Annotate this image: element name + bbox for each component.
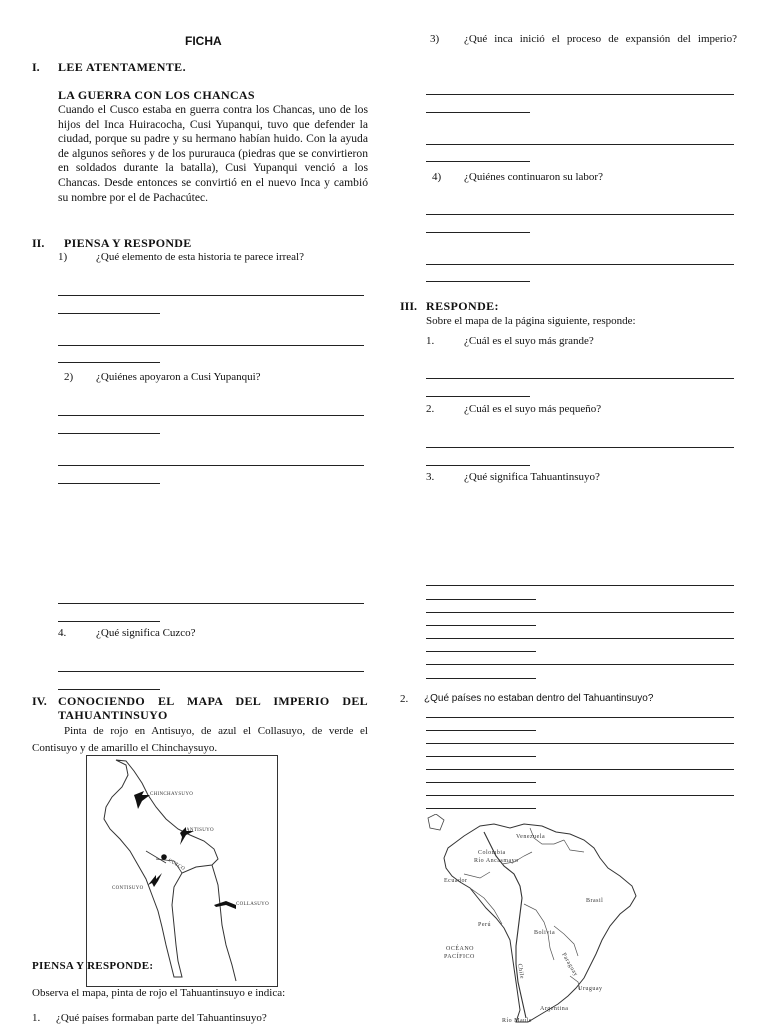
answer-line[interactable] [426, 281, 530, 282]
story-title: LA GUERRA CON LOS CHANCAS [58, 88, 255, 102]
label-rio-ancasmayo: Río Ancasmayo [474, 858, 519, 864]
question-3-text: ¿Qué inca inició el proceso de expansión del imperio? [464, 33, 737, 45]
answer-line[interactable] [426, 769, 734, 770]
section3-heading: RESPONDE: [426, 299, 499, 313]
question-3-number: 3) [430, 33, 440, 45]
answer-line[interactable] [426, 232, 530, 233]
answer-line[interactable] [58, 415, 364, 416]
page-title: FICHA [185, 34, 222, 48]
answer-line[interactable] [58, 621, 160, 622]
answer-line[interactable] [58, 433, 160, 434]
answer-line[interactable] [426, 795, 734, 796]
label-colombia: Colombia [478, 850, 506, 856]
label-rio-maule: Río Maule [502, 1018, 532, 1024]
answer-line[interactable] [426, 112, 530, 113]
answer-line[interactable] [58, 689, 160, 690]
label-cuzco: CUZCO [167, 858, 186, 872]
section1-heading: LEE ATENTAMENTE. [58, 60, 186, 74]
answer-line[interactable] [426, 396, 530, 397]
section3-intro: Sobre el mapa de la página siguiente, responde: [426, 315, 636, 327]
section2-numeral: II. [32, 236, 45, 250]
question-2-text: ¿Quiénes apoyaron a Cusi Yupanqui? [96, 371, 261, 383]
answer-line[interactable] [426, 730, 536, 731]
label-venezuela: Venezuela [516, 834, 546, 840]
answer-line[interactable] [426, 94, 734, 95]
label-peru: Perú [478, 922, 491, 928]
label-oceano: OCÉANO [446, 946, 474, 952]
label-contisuyo: CONTISUYO [112, 886, 144, 891]
answer-line[interactable] [426, 625, 536, 626]
label-collasuyo: COLLASUYO [236, 902, 269, 907]
answer-line[interactable] [426, 378, 734, 379]
answer-line[interactable] [426, 465, 530, 466]
answer-line[interactable] [426, 214, 734, 215]
label-argentina: Argentina [540, 1006, 569, 1012]
section1-numeral: I. [32, 60, 40, 74]
label-chinchaysuyo: CHINCHAYSUYO [150, 792, 194, 797]
answer-line[interactable] [426, 447, 734, 448]
question-iii2-text: ¿Cuál es el suyo más pequeño? [464, 403, 602, 415]
answer-line[interactable] [426, 585, 734, 586]
answer-line[interactable] [426, 678, 536, 679]
answer-line[interactable] [426, 161, 530, 162]
answer-line[interactable] [58, 465, 364, 466]
answer-line[interactable] [58, 362, 160, 363]
question-2-number: 2) [64, 371, 74, 383]
question-4-number: 4) [432, 171, 442, 183]
question-iv2-text: ¿Qué países no estaban dentro del Tahuantinsuyo? [424, 693, 654, 704]
question-cuzco-number: 4. [58, 627, 67, 639]
label-paraguay: Paraguay [560, 952, 579, 978]
answer-line[interactable] [426, 651, 536, 652]
story-text: Cuando el Cusco estaba en guerra contra los Chancas, uno de los hijos del Inca Huiracocha, Cusi Yupanqui, tuvo que defender la ciudad, porque su padre y su hermano habían huido. Con la ayuda de algunos señores y de los pururauca (piedras que se convirtieron en soldados durante la batalla), Cusi Yupanqui venció a los Chancas. Desde entonces se convirtió en el nuevo Inca y cambió su nombre por el de Pachacútec. [58, 103, 368, 204]
answer-line[interactable] [426, 264, 734, 265]
question-iii3-number: 3. [426, 471, 435, 483]
section4-heading-line1: CONOCIENDO EL MAPA DEL IMPERIO DEL [58, 694, 368, 708]
tahuantinsuyo-map [86, 755, 278, 987]
observe-instruction: Observa el mapa, pinta de rojo el Tahuantinsuyo e indica: [32, 987, 286, 999]
answer-line[interactable] [426, 144, 734, 145]
question-iii3-text: ¿Qué significa Tahuantinsuyo? [464, 471, 600, 483]
answer-line[interactable] [58, 483, 160, 484]
question-1-text: ¿Qué elemento de esta historia te parece irreal? [96, 251, 304, 263]
answer-line[interactable] [58, 295, 364, 296]
section4-numeral: IV. [32, 694, 47, 708]
answer-line[interactable] [426, 612, 734, 613]
answer-line[interactable] [426, 717, 734, 718]
answer-line[interactable] [58, 603, 364, 604]
question-iv1-number: 1. [32, 1012, 41, 1024]
answer-line[interactable] [58, 345, 364, 346]
label-pacifico: PACÍFICO [444, 954, 475, 960]
section4-instruction: Pinta de rojo en Antisuyo, de azul el Collasuyo, de verde el Contisuyo y de amarillo el Chinchaysuyo. [32, 725, 368, 754]
answer-line[interactable] [58, 671, 364, 672]
question-iv1-text: ¿Qué países formaban parte del Tahuantinsuyo? [56, 1012, 267, 1024]
answer-line[interactable] [426, 782, 536, 783]
label-uruguay: Uruguay [578, 986, 603, 992]
answer-line[interactable] [426, 664, 734, 665]
answer-line[interactable] [426, 638, 734, 639]
question-iii2-number: 2. [426, 403, 435, 415]
question-iii1-number: 1. [426, 335, 435, 347]
answer-line[interactable] [426, 599, 536, 600]
section2-heading: PIENSA Y RESPONDE [64, 236, 192, 250]
section3-numeral: III. [400, 299, 418, 313]
question-1-number: 1) [58, 251, 68, 263]
question-4-text: ¿Quiénes continuaron su labor? [464, 171, 603, 183]
label-ecuador: Ecuador [444, 878, 468, 884]
answer-line[interactable] [58, 313, 160, 314]
label-chile: Chile [516, 963, 525, 980]
question-iii1-text: ¿Cuál es el suyo más grande? [464, 335, 594, 347]
answer-line[interactable] [426, 743, 734, 744]
label-brasil: Brasil [586, 898, 604, 904]
question-iv2-number: 2. [400, 693, 409, 705]
answer-line[interactable] [426, 808, 536, 809]
south-america-map [424, 814, 640, 1024]
section4-heading-line2: TAHUANTINSUYO [58, 708, 168, 722]
label-bolivia: Bolivia [534, 930, 556, 936]
question-cuzco-text: ¿Qué significa Cuzco? [96, 627, 196, 639]
answer-line[interactable] [426, 756, 536, 757]
label-antisuyo: ANTISUYO [186, 828, 214, 833]
section4-subheading: PIENSA Y RESPONDE: [32, 960, 154, 972]
